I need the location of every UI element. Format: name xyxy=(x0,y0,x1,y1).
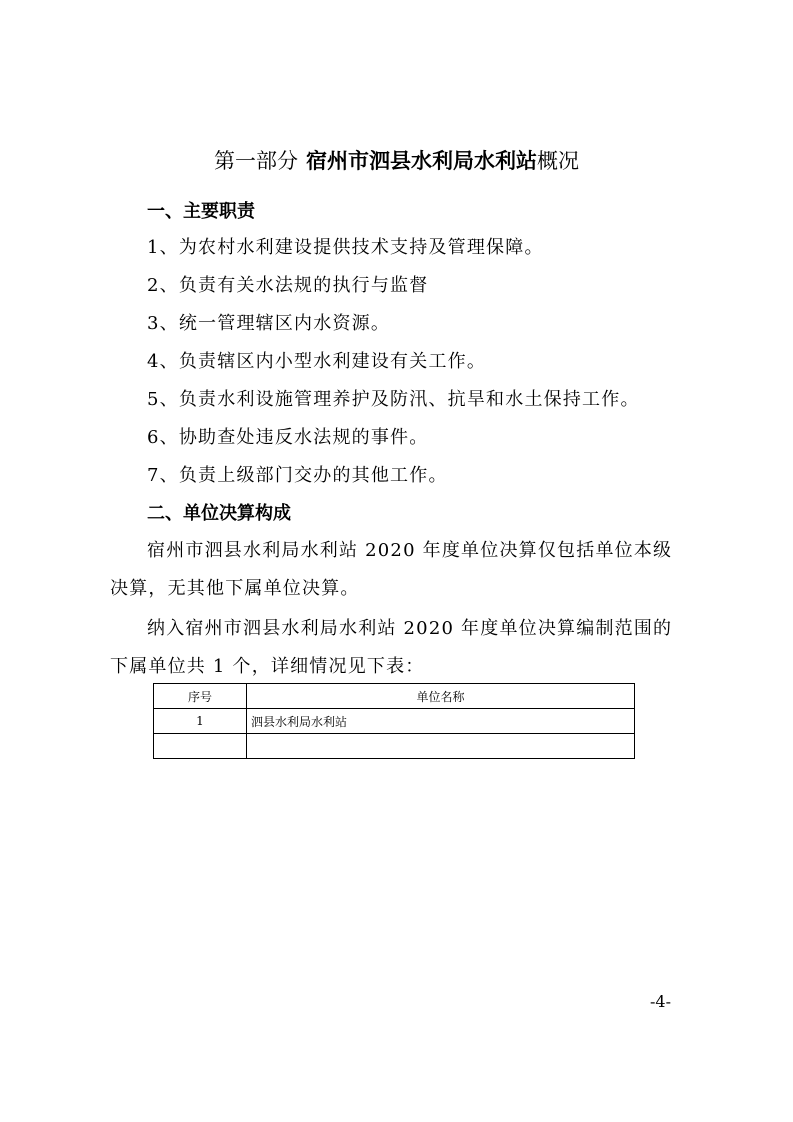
table-header-row xyxy=(154,684,635,709)
section-heading-duties: 一、主要职责 xyxy=(147,201,255,222)
composition-paragraph-1 xyxy=(110,532,685,608)
title-main: 宿州市泗县水利局水利站 xyxy=(306,149,537,173)
table-row xyxy=(154,709,635,734)
table-row xyxy=(154,734,635,759)
duty-item: 5、负责水利设施管理养护及防汛、抗旱和水土保持工作。 xyxy=(147,389,640,410)
table-cell-unit-name: 泗县水利局水利站 xyxy=(247,709,635,734)
duty-item: 2、负责有关水法规的执行与监督 xyxy=(147,275,429,296)
table-header-index: 序号 xyxy=(154,684,247,709)
subordinate-units-table xyxy=(153,683,635,759)
table-cell-index xyxy=(154,734,247,759)
table-header-unit-name: 单位名称 xyxy=(247,684,635,709)
composition-text-1: 宿州市泗县水利局水利站 2020 年度单位决算仅包括单位本级决算，无其他下属单位决算。 xyxy=(110,540,673,599)
section-heading-composition: 二、单位决算构成 xyxy=(147,503,291,524)
composition-text-2: 纳入宿州市泗县水利局水利站 2020 年度单位决算编制范围的下属单位共 1 个，详细情况见下表： xyxy=(110,618,673,677)
duty-item: 3、统一管理辖区内水资源。 xyxy=(147,313,391,334)
page-title xyxy=(0,146,793,176)
page-number: -4- xyxy=(650,992,671,1011)
title-prefix: 第一部分 xyxy=(214,149,298,173)
duty-item: 6、协助查处违反水法规的事件。 xyxy=(147,427,429,448)
duty-item: 1、为农村水利建设提供技术支持及管理保障。 xyxy=(147,237,544,258)
duty-item: 4、负责辖区内小型水利建设有关工作。 xyxy=(147,351,487,372)
title-suffix: 概况 xyxy=(537,149,579,173)
table-cell-index: 1 xyxy=(154,709,247,734)
composition-paragraph-2 xyxy=(110,610,685,686)
table-cell-unit-name xyxy=(247,734,635,759)
duty-item: 7、负责上级部门交办的其他工作。 xyxy=(147,465,448,486)
